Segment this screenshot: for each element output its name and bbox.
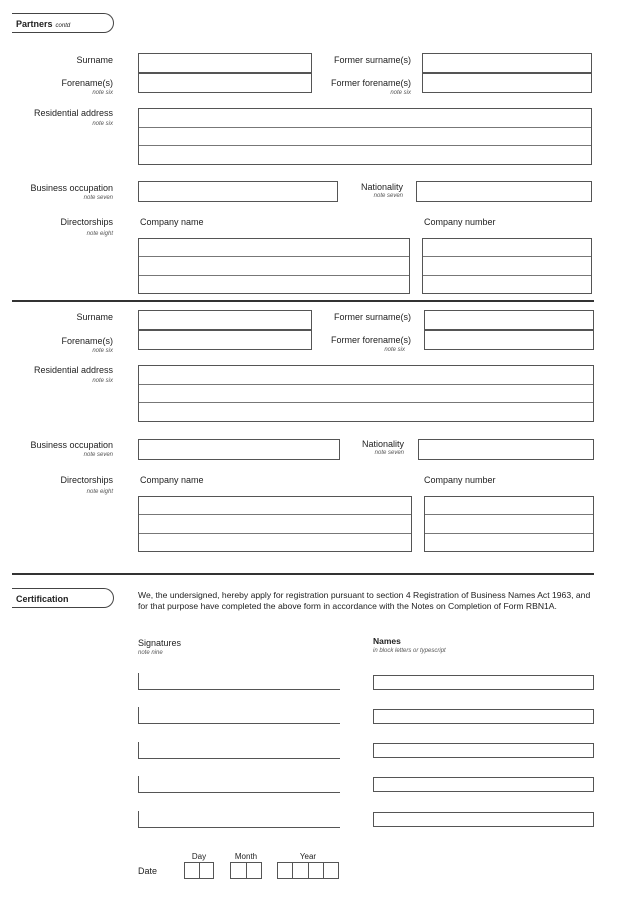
forename-note: note six [92, 348, 113, 354]
nationality-label: Nationality [361, 439, 404, 449]
former-forename-field[interactable] [424, 330, 594, 350]
forename-label: Forename(s) [61, 78, 113, 88]
business-occupation-note: note seven [83, 195, 113, 201]
signature-field-1[interactable] [138, 673, 340, 690]
name-field-5[interactable] [373, 812, 594, 827]
names-note: in block letters or typescript [373, 648, 446, 654]
name-field-4[interactable] [373, 777, 594, 792]
business-occupation-label: Business occupation [30, 440, 113, 450]
former-surname-label: Former surname(s) [333, 55, 411, 65]
nationality-note: note seven [374, 450, 404, 456]
directorships-label: Directorships [60, 475, 113, 485]
day-label: Day [191, 852, 207, 861]
company-number-header: Company number [424, 217, 496, 227]
former-forename-field[interactable] [422, 73, 592, 93]
company-name-header: Company name [140, 217, 204, 227]
company-name-field[interactable] [138, 496, 412, 552]
signature-field-4[interactable] [138, 776, 340, 793]
former-forename-label: Former forename(s) [330, 335, 411, 345]
directorships-note: note eight [86, 231, 113, 237]
residential-address-label: Residential address [33, 108, 113, 118]
date-month-field[interactable] [230, 862, 262, 879]
directorships-note: note eight [86, 489, 113, 495]
partners-tab-suffix: contd [55, 23, 71, 29]
certification-tab-title: Certification [16, 594, 69, 604]
partners-section-tab [12, 13, 114, 33]
date-label: Date [138, 866, 158, 876]
company-name-header: Company name [140, 475, 204, 485]
surname-label: Surname [76, 312, 113, 322]
nationality-label: Nationality [360, 182, 403, 192]
residential-address-field[interactable] [138, 365, 594, 422]
name-field-3[interactable] [373, 743, 594, 758]
nationality-field[interactable] [416, 181, 592, 202]
company-number-field[interactable] [424, 496, 594, 552]
surname-field[interactable] [138, 53, 312, 73]
business-occupation-note: note seven [83, 452, 113, 458]
signatures-note: note nine [138, 650, 163, 656]
nationality-note: note seven [373, 193, 403, 199]
nationality-field[interactable] [418, 439, 594, 460]
signatures-label: Signatures [138, 638, 182, 648]
date-day-field[interactable] [184, 862, 214, 879]
company-number-field[interactable] [422, 238, 592, 294]
forename-label: Forename(s) [61, 336, 113, 346]
former-forename-note: note six [390, 90, 411, 96]
forename-field[interactable] [138, 73, 312, 93]
surname-label: Surname [76, 55, 113, 65]
signature-field-2[interactable] [138, 707, 340, 724]
business-occupation-label: Business occupation [30, 183, 113, 193]
former-surname-field[interactable] [422, 53, 592, 73]
residential-address-note: note six [92, 378, 113, 384]
former-forename-label: Former forename(s) [330, 78, 411, 88]
signature-field-3[interactable] [138, 742, 340, 759]
name-field-1[interactable] [373, 675, 594, 690]
residential-address-note: note six [92, 121, 113, 127]
forename-field[interactable] [138, 330, 312, 350]
name-field-2[interactable] [373, 709, 594, 724]
section-divider [12, 573, 594, 575]
business-occupation-field[interactable] [138, 181, 338, 202]
names-label: Names [373, 636, 401, 646]
surname-field[interactable] [138, 310, 312, 330]
directorships-label: Directorships [60, 217, 113, 227]
forename-note: note six [92, 90, 113, 96]
business-occupation-field[interactable] [138, 439, 340, 460]
date-year-field[interactable] [277, 862, 339, 879]
residential-address-field[interactable] [138, 108, 592, 165]
former-surname-field[interactable] [424, 310, 594, 330]
company-number-header: Company number [424, 475, 496, 485]
section-divider [12, 300, 594, 302]
month-label: Month [234, 852, 258, 861]
residential-address-label: Residential address [33, 365, 113, 375]
partners-tab-title: Partners [16, 19, 53, 29]
year-label: Year [299, 852, 317, 861]
certification-section-tab [12, 588, 114, 608]
signature-field-5[interactable] [138, 811, 340, 828]
certification-statement: We, the undersigned, hereby apply for registration pursuant to section 4 Registration of Business Names Act 1963, and for that purpose have completed the above form in accordance with the Notes on Completion of Form RBN1A. [138, 590, 591, 611]
former-surname-label: Former surname(s) [333, 312, 411, 322]
company-name-field[interactable] [138, 238, 410, 294]
former-forename-note: note six [384, 347, 405, 353]
